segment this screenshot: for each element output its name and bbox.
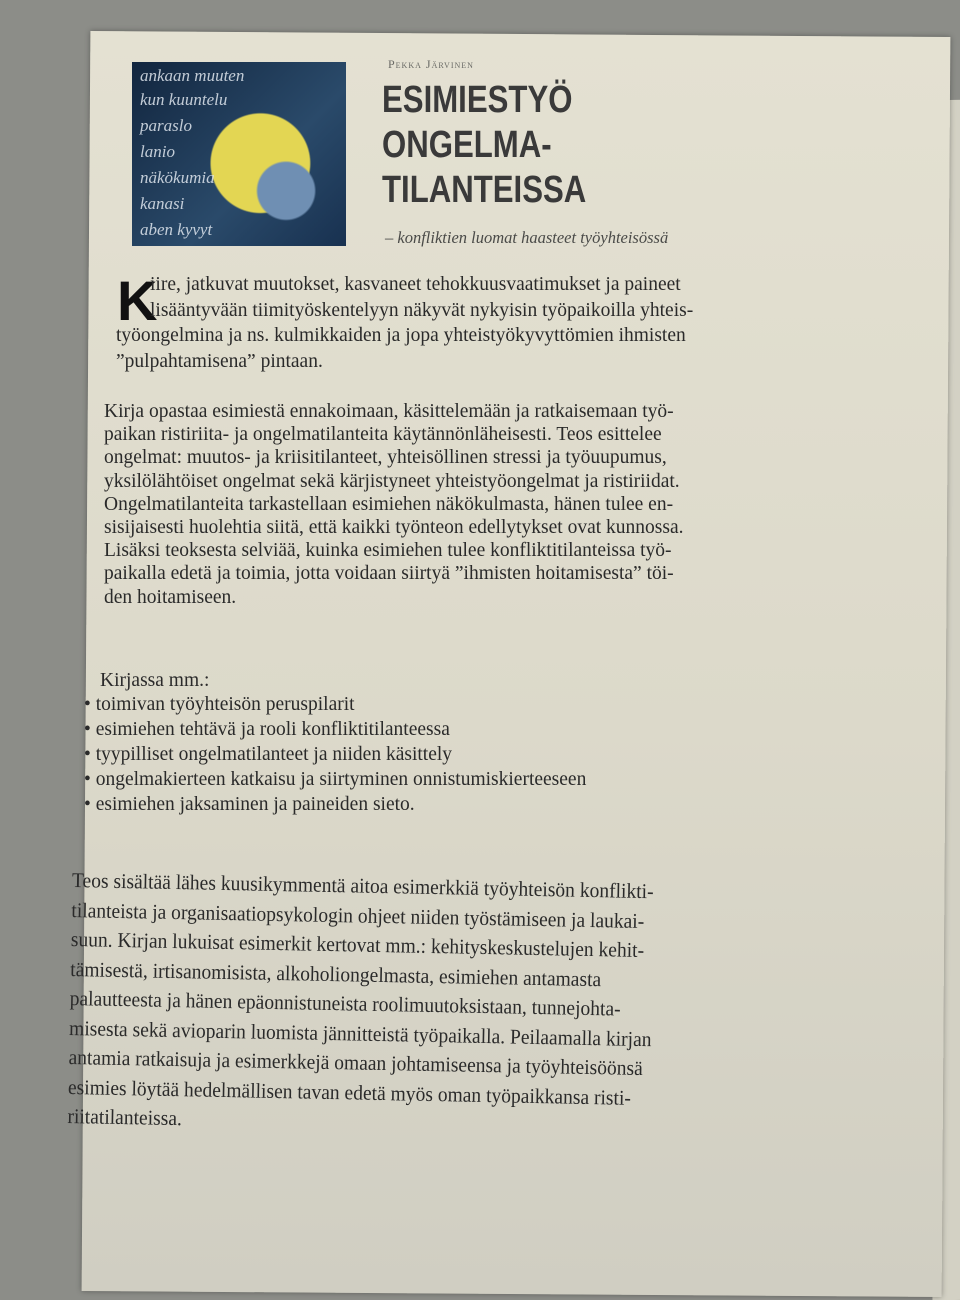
list-item-text: esimiehen jaksaminen ja paineiden sieto. bbox=[95, 794, 415, 816]
drop-cap: K bbox=[117, 269, 158, 332]
title-line: TILANTEISSA bbox=[382, 169, 587, 211]
list-item-text: ongelmakierteen katkaisu ja siirtyminen onnistumiskierteeseen bbox=[95, 769, 587, 791]
handwriting: kanasi bbox=[140, 194, 185, 213]
text-line: ongelmat: muutos- ja kriisitilanteet, yhteisöllinen stressi ja työuupumus, bbox=[104, 447, 667, 469]
book-subtitle: – konfliktien luomat haasteet työyhteisössä bbox=[385, 228, 669, 247]
list-item-text: toimivan työyhteisön peruspilarit bbox=[95, 694, 355, 715]
handwriting: näkökumia bbox=[140, 168, 215, 187]
list-item-text: tyypilliset ongelmatilanteet ja niiden käsittely bbox=[95, 744, 453, 766]
text-line: palautteesta ja hänen epäonnistuneista roolimuutoksistaan, tunnejohta- bbox=[69, 986, 621, 1021]
text-line: paikan ristiriita- ja ongelmatilanteita käytännönläheisesti. Teos esittelee bbox=[104, 424, 662, 446]
handwriting: lanio bbox=[140, 142, 175, 161]
list-item-text: esimiehen tehtävä ja rooli konfliktitilanteessa bbox=[95, 719, 450, 741]
text-line: ”pulpahtamisena” pintaan. bbox=[116, 350, 323, 372]
text-line: työongelmina ja ns. kulmikkaiden ja jopa yhteistyökyvyttömien ihmisten bbox=[116, 325, 686, 346]
bullet-icon: • bbox=[84, 744, 96, 766]
author-name: Pekka Järvinen bbox=[388, 57, 474, 71]
handwriting: aben kyvyt bbox=[140, 220, 213, 239]
text-line: Ongelmatilanteita tarkastellaan esimiehen näkökulmasta, hänen tulee en- bbox=[104, 493, 674, 515]
contents-heading: Kirjassa mm.: bbox=[100, 670, 210, 691]
text-line: antamia ratkaisuja ja esimerkkejä omaan johtamiseensa ja työyhteisöönsä bbox=[68, 1045, 644, 1081]
handwriting: ankaan muuten bbox=[140, 66, 245, 85]
bullet-icon: • bbox=[84, 719, 96, 741]
title-line: ONGELMA- bbox=[382, 124, 552, 166]
text-line: paikalla edetä ja toimia, jotta voidaan siirtyä ”ihmisten hoitamisesta” töi- bbox=[104, 563, 674, 585]
text-line: riitatilanteissa. bbox=[67, 1103, 183, 1131]
text-line: den hoitamiseen. bbox=[104, 586, 237, 608]
bullet-icon: • bbox=[84, 769, 96, 791]
text-line: misesta sekä avioparin luomista jännitteistä työpaikalla. Peilaamalla kirjan bbox=[68, 1015, 652, 1051]
handwriting: paraslo bbox=[140, 116, 192, 135]
text-line: iire, jatkuvat muutokset, kasvaneet tehokkuusvaatimukset ja paineet bbox=[150, 274, 681, 295]
text-line: sisijaisesti huolehtia siitä, että kaikki työnteon edellytykset ovat kunnossa. bbox=[104, 517, 684, 538]
handwriting: kun kuuntelu bbox=[140, 90, 228, 109]
text-line: Lisäksi teoksesta selviää, kuinka esimiehen tulee konfliktitilanteissa työ- bbox=[104, 540, 672, 562]
text-line: yksilölähtöiset ongelmat sekä kärjistyneet yhteistyöongelmat ja ristiriidat. bbox=[104, 470, 680, 492]
text-line: Kirja opastaa esimiestä ennakoimaan, käsittelemään ja ratkaisemaan työ- bbox=[104, 401, 674, 422]
text-line: suun. Kirjan lukuisat esimerkit kertovat mm.: kehityskeskustelujen kehit- bbox=[70, 927, 645, 963]
text-line: lisääntyvään tiimityöskentelyyn näkyvät nykyisin työpaikoilla yhteis- bbox=[150, 299, 694, 321]
text-line: tämisestä, irtisanomisista, alkoholiongelmasta, esimiehen antamasta bbox=[70, 956, 602, 991]
text-line: Teos sisältää lähes kuusikymmentä aitoa esimerkkiä työyhteisön konflikti- bbox=[71, 868, 654, 904]
title-line: ESIMIESTYÖ bbox=[382, 79, 573, 121]
bullet-icon: • bbox=[84, 694, 96, 715]
text-line: tilanteista ja organisaatiopsykologin ohjeet niiden työstämiseen ja laukai- bbox=[71, 897, 645, 933]
bullet-icon: • bbox=[84, 794, 96, 816]
text-line: esimies löytää hedelmällisen tavan edetä myös oman työpaikkansa risti- bbox=[67, 1074, 632, 1110]
